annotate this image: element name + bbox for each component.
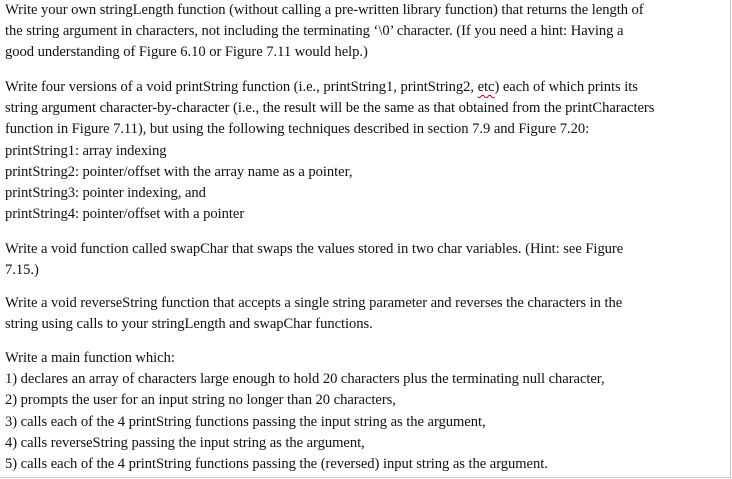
text-line: string argument character-by-character (i.e., the result will be the same as that obtained from the printCharacters	[5, 100, 655, 117]
list-item: 2) prompts the user for an input string no longer than 20 characters,	[5, 392, 396, 409]
text-segment: ) each of which prints its	[494, 79, 638, 95]
text-line: good understanding of Figure 6.10 or Figure 7.11 would help.)	[5, 44, 368, 61]
list-item: 3) calls each of the 4 printString functions passing the input string as the argument,	[5, 413, 486, 430]
list-item: 1) declares an array of characters large enough to hold 20 characters plus the terminating null character,	[5, 371, 605, 388]
text-line: the string argument in characters, not including the terminating ‘\0’ character. (If you need a hint: Having a	[5, 23, 624, 40]
text-segment: Write four versions of a void printString function (i.e., printString1, printString2,	[5, 79, 478, 95]
list-item: printString2: pointer/offset with the array name as a pointer,	[5, 163, 353, 180]
list-item: printString4: pointer/offset with a pointer	[5, 206, 245, 223]
paragraph-printstring	[5, 77, 728, 225]
text-line: Write a void reverseString function that accepts a single string parameter and reverses the characters in the	[5, 295, 623, 311]
text-line: string using calls to your stringLength and swapChar functions.	[5, 316, 373, 333]
text-line: function in Figure 7.11), but using the following techniques described in section 7.9 and Figure 7.20:	[5, 121, 590, 138]
paragraph-swapchar	[5, 239, 728, 281]
text-line: Write a main function which:	[5, 350, 175, 366]
paragraph-reversestring	[5, 293, 728, 335]
list-item: 4) calls reverseString passing the input string as the argument,	[5, 434, 365, 451]
list-item: printString1: array indexing	[5, 142, 167, 159]
text-line-with-etc	[5, 77, 728, 98]
text-line: 7.15.)	[5, 262, 39, 279]
text-line: Write a void function called swapChar that swaps the values stored in two char variables. (Hint: see Figure	[5, 241, 624, 257]
list-item: printString3: pointer indexing, and	[5, 184, 206, 201]
paragraph-stringlength	[5, 0, 728, 64]
paragraph-main-function	[5, 348, 728, 475]
text-line: Write your own stringLength function (without calling a pre-written library function) that returns the length of	[5, 2, 644, 18]
list-item: 5) calls each of the 4 printString functions passing the (reversed) input string as the argument.	[5, 455, 548, 472]
spellcheck-flagged-word: etc	[477, 79, 495, 95]
